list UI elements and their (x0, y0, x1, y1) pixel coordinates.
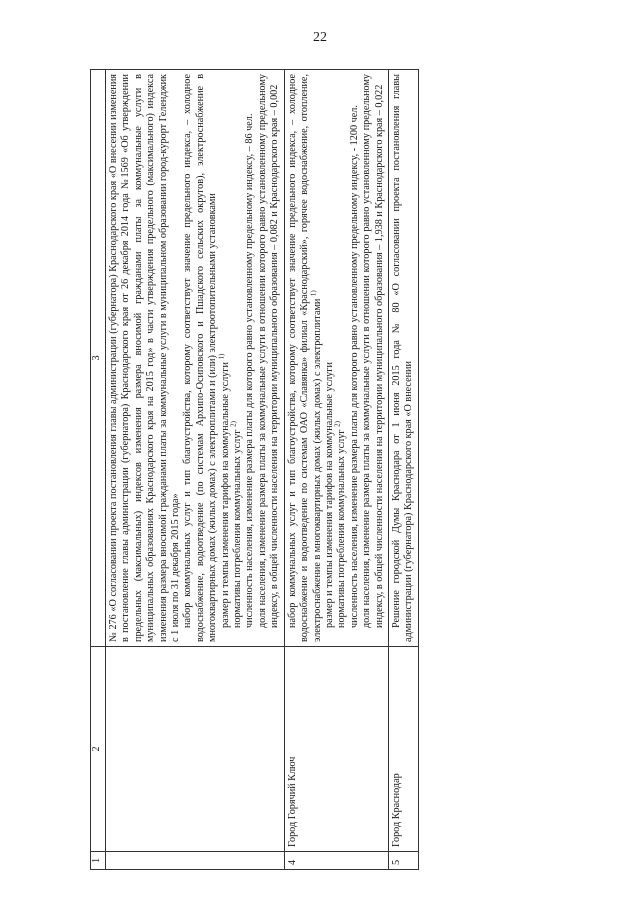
paragraph: набор коммунальных услуг и тип благоустройства, которому соответствует значение предельного индекса, – холодное водоснабжение, водоотведение (по системам Архипо-Осиповского и Пшадского сельских округов), электроснабжение в многоквартирных домах (жилых домах) с электроплитами и (или) электроотопительными установками (182, 74, 219, 642)
paragraph: размер и темпы изменения тарифов на коммунальные услуги $^{1)}$ (217, 353, 231, 628)
data-table (90, 69, 419, 870)
table-row (388, 70, 418, 870)
paragraph: доля населения, изменение размера платы за коммунальные услуги в отношении которого равно установленному предельному индексу, в общей численности населения на территории муниципального образования – 1,938 и Краснодарского края – 0,022 (361, 74, 385, 628)
row-number: 5 (388, 852, 418, 870)
rotated-table-sheet (90, 70, 590, 870)
paragraph: доля населения, изменение размера платы за коммунальные услуги в отношении которого равно установленному предельному индексу, в общей численности населения на территории муниципального образования – 0,082 и Краснодарского края – 0,002 (256, 74, 281, 628)
page-number: 22 (313, 30, 327, 45)
paragraph: набор коммунальных услуг и тип благоустройства, которому соответствует значение предельного индекса, – холодное водоснабжение и водоотведение по системам ОАО «Славянка» филиал «Краснодарский», горячее водоснабжение, отопление, электроснабжение в многоквартирных домах (жилых домах) с электроплитами $^{1)}$ (286, 74, 323, 642)
row-description (106, 70, 285, 647)
paragraph: Решение городской Думы Краснодара от 1 июня 2015 года № 80 «О согласовании проекта постановления главы администрации (губернатора) Краснодарского края «О внесении (390, 74, 415, 642)
table-header-row (91, 70, 106, 870)
paragraph: размер и темпы изменения тарифов на коммунальные услуги (323, 362, 335, 628)
paragraph: численность населения, изменение размера платы для которого равно установленному предельному индексу, - 1200 чел. (348, 105, 360, 628)
row-description (388, 70, 418, 647)
municipality-name: Город Горячий Ключ (284, 647, 388, 852)
paragraph: нормативы потребления коммунальных услуг $^{2)}$ (229, 421, 244, 628)
table-row (106, 70, 285, 870)
header-cell-2: 2 (91, 647, 106, 852)
footnote-mark: 1) (309, 290, 318, 297)
footnote-mark: 2) (333, 421, 342, 427)
paragraph: нормативы потребления коммунальных услуг $^{2)}$ (333, 421, 348, 628)
row-number (106, 852, 285, 870)
footnote-mark: 1) (217, 353, 226, 360)
header-cell-3: 3 (91, 70, 106, 647)
header-cell-1: 1 (91, 852, 106, 870)
paragraph: численность населения, изменение размера платы для которого равно установленному предельному индексу, – 86 чел. (244, 113, 256, 628)
footnote-mark: 2) (229, 421, 238, 427)
row-number: 4 (284, 852, 388, 870)
municipality-name (106, 647, 285, 852)
municipality-name: Город Краснодар (388, 647, 418, 852)
paragraph: № 276 «О согласовании проекта постановления главы администрации (губернатора) Краснодарского края «О внесении изменения в постановление главы администрации (губернатора) Краснодарского края от 26 декабря 2014 года №1569 «Об утверждении предельных (максимальных) индексов изменения размера вносимой гражданами платы за коммунальные услуги в муниципальных образованиях Краснодарского края на 2015 год» в части утверждения предельного (максимального) индекса изменения размера вносимой гражданами платы за коммунальные услуги в муниципальном образовании город-курорт Геленджик с 1 июля по 31 декабря 2015 года» (108, 74, 182, 642)
table-row (284, 70, 388, 870)
row-description (284, 70, 388, 647)
